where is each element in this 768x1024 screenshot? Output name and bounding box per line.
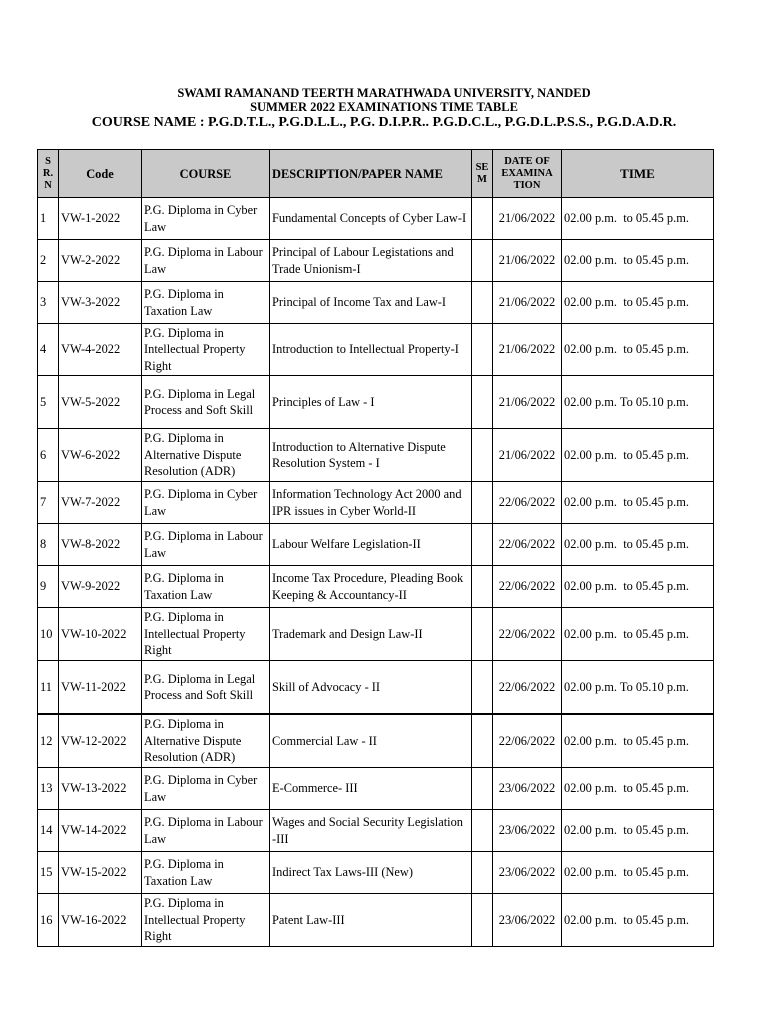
- cell-course: P.G. Diploma in Legal Process and Soft Skill: [142, 661, 270, 715]
- cell-sem: [472, 282, 493, 324]
- cell-description: Information Technology Act 2000 and IPR issues in Cyber World-II: [270, 482, 472, 524]
- table-row: [38, 661, 714, 715]
- table-row: [38, 608, 714, 661]
- cell-exam-date: 22/06/2022: [493, 714, 562, 768]
- timetable-body: [38, 198, 714, 947]
- cell-exam-date: 22/06/2022: [493, 566, 562, 608]
- table-row: [38, 524, 714, 566]
- col-header-srn: S R. N: [38, 150, 59, 198]
- cell-sem: [472, 198, 493, 240]
- table-row: [38, 768, 714, 810]
- cell-sr-number: 3: [38, 282, 59, 324]
- col-header-time: TIME: [562, 150, 714, 198]
- cell-course: P.G. Diploma in Alternative Dispute Resolution (ADR): [142, 714, 270, 768]
- university-name: SWAMI RAMANAND TEERTH MARATHWADA UNIVERSITY, NANDED: [177, 86, 591, 100]
- cell-code: VW-15-2022: [59, 852, 142, 894]
- table-row: [38, 566, 714, 608]
- cell-course: P.G. Diploma in Taxation Law: [142, 852, 270, 894]
- document-header: [0, 86, 768, 131]
- cell-time: 02.00 p.m. To 05.10 p.m.: [562, 376, 714, 429]
- cell-code: VW-12-2022: [59, 714, 142, 768]
- cell-time: 02.00 p.m. to 05.45 p.m.: [562, 324, 714, 376]
- cell-time: 02.00 p.m. to 05.45 p.m.: [562, 852, 714, 894]
- cell-time: 02.00 p.m. to 05.45 p.m.: [562, 566, 714, 608]
- cell-description: E-Commerce- III: [270, 768, 472, 810]
- cell-sem: [472, 429, 493, 482]
- cell-code: VW-6-2022: [59, 429, 142, 482]
- header-row: [38, 150, 714, 198]
- cell-time: 02.00 p.m. to 05.45 p.m.: [562, 429, 714, 482]
- cell-sr-number: 13: [38, 768, 59, 810]
- table-row: [38, 810, 714, 852]
- table-row: [38, 324, 714, 376]
- cell-description: Introduction to Alternative Dispute Resolution System - I: [270, 429, 472, 482]
- timetable: [37, 149, 714, 947]
- cell-sr-number: 1: [38, 198, 59, 240]
- cell-course: P.G. Diploma in Cyber Law: [142, 198, 270, 240]
- cell-sr-number: 7: [38, 482, 59, 524]
- cell-code: VW-11-2022: [59, 661, 142, 715]
- cell-sr-number: 16: [38, 894, 59, 947]
- cell-description: Indirect Tax Laws-III (New): [270, 852, 472, 894]
- cell-code: VW-14-2022: [59, 810, 142, 852]
- cell-sr-number: 9: [38, 566, 59, 608]
- table-row: [38, 429, 714, 482]
- cell-sr-number: 15: [38, 852, 59, 894]
- cell-sem: [472, 324, 493, 376]
- cell-sr-number: 11: [38, 661, 59, 715]
- cell-code: VW-4-2022: [59, 324, 142, 376]
- cell-time: 02.00 p.m. to 05.45 p.m.: [562, 714, 714, 768]
- cell-code: VW-9-2022: [59, 566, 142, 608]
- cell-sem: [472, 566, 493, 608]
- cell-code: VW-8-2022: [59, 524, 142, 566]
- cell-sr-number: 2: [38, 240, 59, 282]
- cell-exam-date: 21/06/2022: [493, 240, 562, 282]
- cell-exam-date: 23/06/2022: [493, 768, 562, 810]
- cell-code: VW-16-2022: [59, 894, 142, 947]
- cell-exam-date: 23/06/2022: [493, 852, 562, 894]
- cell-exam-date: 21/06/2022: [493, 376, 562, 429]
- cell-course: P.G. Diploma in Intellectual Property Right: [142, 894, 270, 947]
- col-header-sem: SE M: [472, 150, 493, 198]
- cell-exam-date: 21/06/2022: [493, 198, 562, 240]
- cell-description: Fundamental Concepts of Cyber Law-I: [270, 198, 472, 240]
- cell-code: VW-7-2022: [59, 482, 142, 524]
- exam-title: SUMMER 2022 EXAMINATIONS TIME TABLE: [250, 100, 518, 114]
- cell-time: 02.00 p.m. to 05.45 p.m.: [562, 482, 714, 524]
- cell-sem: [472, 852, 493, 894]
- cell-code: VW-13-2022: [59, 768, 142, 810]
- cell-course: P.G. Diploma in Labour Law: [142, 810, 270, 852]
- cell-exam-date: 23/06/2022: [493, 894, 562, 947]
- cell-time: 02.00 p.m. to 05.45 p.m.: [562, 240, 714, 282]
- cell-exam-date: 22/06/2022: [493, 524, 562, 566]
- cell-course: P.G. Diploma in Intellectual Property Right: [142, 324, 270, 376]
- cell-sr-number: 10: [38, 608, 59, 661]
- cell-description: Labour Welfare Legislation-II: [270, 524, 472, 566]
- cell-sr-number: 8: [38, 524, 59, 566]
- table-row: [38, 714, 714, 768]
- cell-sr-number: 14: [38, 810, 59, 852]
- cell-time: 02.00 p.m. to 05.45 p.m.: [562, 894, 714, 947]
- table-row: [38, 482, 714, 524]
- cell-sr-number: 4: [38, 324, 59, 376]
- cell-sem: [472, 524, 493, 566]
- col-header-date: DATE OF EXAMINA TION: [493, 150, 562, 198]
- cell-description: Trademark and Design Law-II: [270, 608, 472, 661]
- cell-code: VW-10-2022: [59, 608, 142, 661]
- cell-code: VW-1-2022: [59, 198, 142, 240]
- table-row: [38, 852, 714, 894]
- table-row: [38, 198, 714, 240]
- cell-description: Principles of Law - I: [270, 376, 472, 429]
- cell-description: Principal of Labour Legistations and Trade Unionism-I: [270, 240, 472, 282]
- cell-sem: [472, 376, 493, 429]
- cell-course: P.G. Diploma in Cyber Law: [142, 482, 270, 524]
- course-names: COURSE NAME : P.G.D.T.L., P.G.D.L.L., P.G. D.I.P.R.. P.G.D.C.L., P.G.D.L.P.S.S., P.G.D.A.D.R.: [91, 115, 677, 130]
- cell-course: P.G. Diploma in Legal Process and Soft Skill: [142, 376, 270, 429]
- cell-description: Income Tax Procedure, Pleading Book Keeping & Accountancy-II: [270, 566, 472, 608]
- cell-code: VW-5-2022: [59, 376, 142, 429]
- cell-exam-date: 21/06/2022: [493, 282, 562, 324]
- cell-course: P.G. Diploma in Labour Law: [142, 524, 270, 566]
- cell-time: 02.00 p.m. to 05.45 p.m.: [562, 768, 714, 810]
- col-header-description: DESCRIPTION/PAPER NAME: [270, 150, 472, 198]
- cell-exam-date: 22/06/2022: [493, 482, 562, 524]
- cell-course: P.G. Diploma in Taxation Law: [142, 566, 270, 608]
- cell-exam-date: 22/06/2022: [493, 608, 562, 661]
- table-row: [38, 376, 714, 429]
- cell-sem: [472, 768, 493, 810]
- cell-description: Wages and Social Security Legislation -III: [270, 810, 472, 852]
- cell-course: P.G. Diploma in Taxation Law: [142, 282, 270, 324]
- cell-description: Patent Law-III: [270, 894, 472, 947]
- cell-exam-date: 21/06/2022: [493, 324, 562, 376]
- cell-description: Principal of Income Tax and Law-I: [270, 282, 472, 324]
- cell-time: 02.00 p.m. to 05.45 p.m.: [562, 524, 714, 566]
- cell-course: P.G. Diploma in Alternative Dispute Resolution (ADR): [142, 429, 270, 482]
- cell-code: VW-3-2022: [59, 282, 142, 324]
- cell-time: 02.00 p.m. To 05.10 p.m.: [562, 661, 714, 715]
- table-row: [38, 282, 714, 324]
- cell-sr-number: 6: [38, 429, 59, 482]
- cell-sem: [472, 661, 493, 715]
- cell-description: Introduction to Intellectual Property-I: [270, 324, 472, 376]
- cell-course: P.G. Diploma in Labour Law: [142, 240, 270, 282]
- cell-course: P.G. Diploma in Intellectual Property Right: [142, 608, 270, 661]
- col-header-code: Code: [59, 150, 142, 198]
- cell-time: 02.00 p.m. to 05.45 p.m.: [562, 810, 714, 852]
- table-row: [38, 240, 714, 282]
- cell-sem: [472, 608, 493, 661]
- cell-course: P.G. Diploma in Cyber Law: [142, 768, 270, 810]
- cell-time: 02.00 p.m. to 05.45 p.m.: [562, 608, 714, 661]
- cell-sem: [472, 714, 493, 768]
- cell-exam-date: 21/06/2022: [493, 429, 562, 482]
- cell-sem: [472, 482, 493, 524]
- cell-exam-date: 22/06/2022: [493, 661, 562, 715]
- cell-sem: [472, 894, 493, 947]
- col-header-course: COURSE: [142, 150, 270, 198]
- table-row: [38, 894, 714, 947]
- cell-description: Skill of Advocacy - II: [270, 661, 472, 715]
- cell-time: 02.00 p.m. to 05.45 p.m.: [562, 282, 714, 324]
- cell-sem: [472, 240, 493, 282]
- cell-code: VW-2-2022: [59, 240, 142, 282]
- cell-description: Commercial Law - II: [270, 714, 472, 768]
- cell-sr-number: 5: [38, 376, 59, 429]
- cell-exam-date: 23/06/2022: [493, 810, 562, 852]
- cell-time: 02.00 p.m. to 05.45 p.m.: [562, 198, 714, 240]
- cell-sem: [472, 810, 493, 852]
- cell-sr-number: 12: [38, 714, 59, 768]
